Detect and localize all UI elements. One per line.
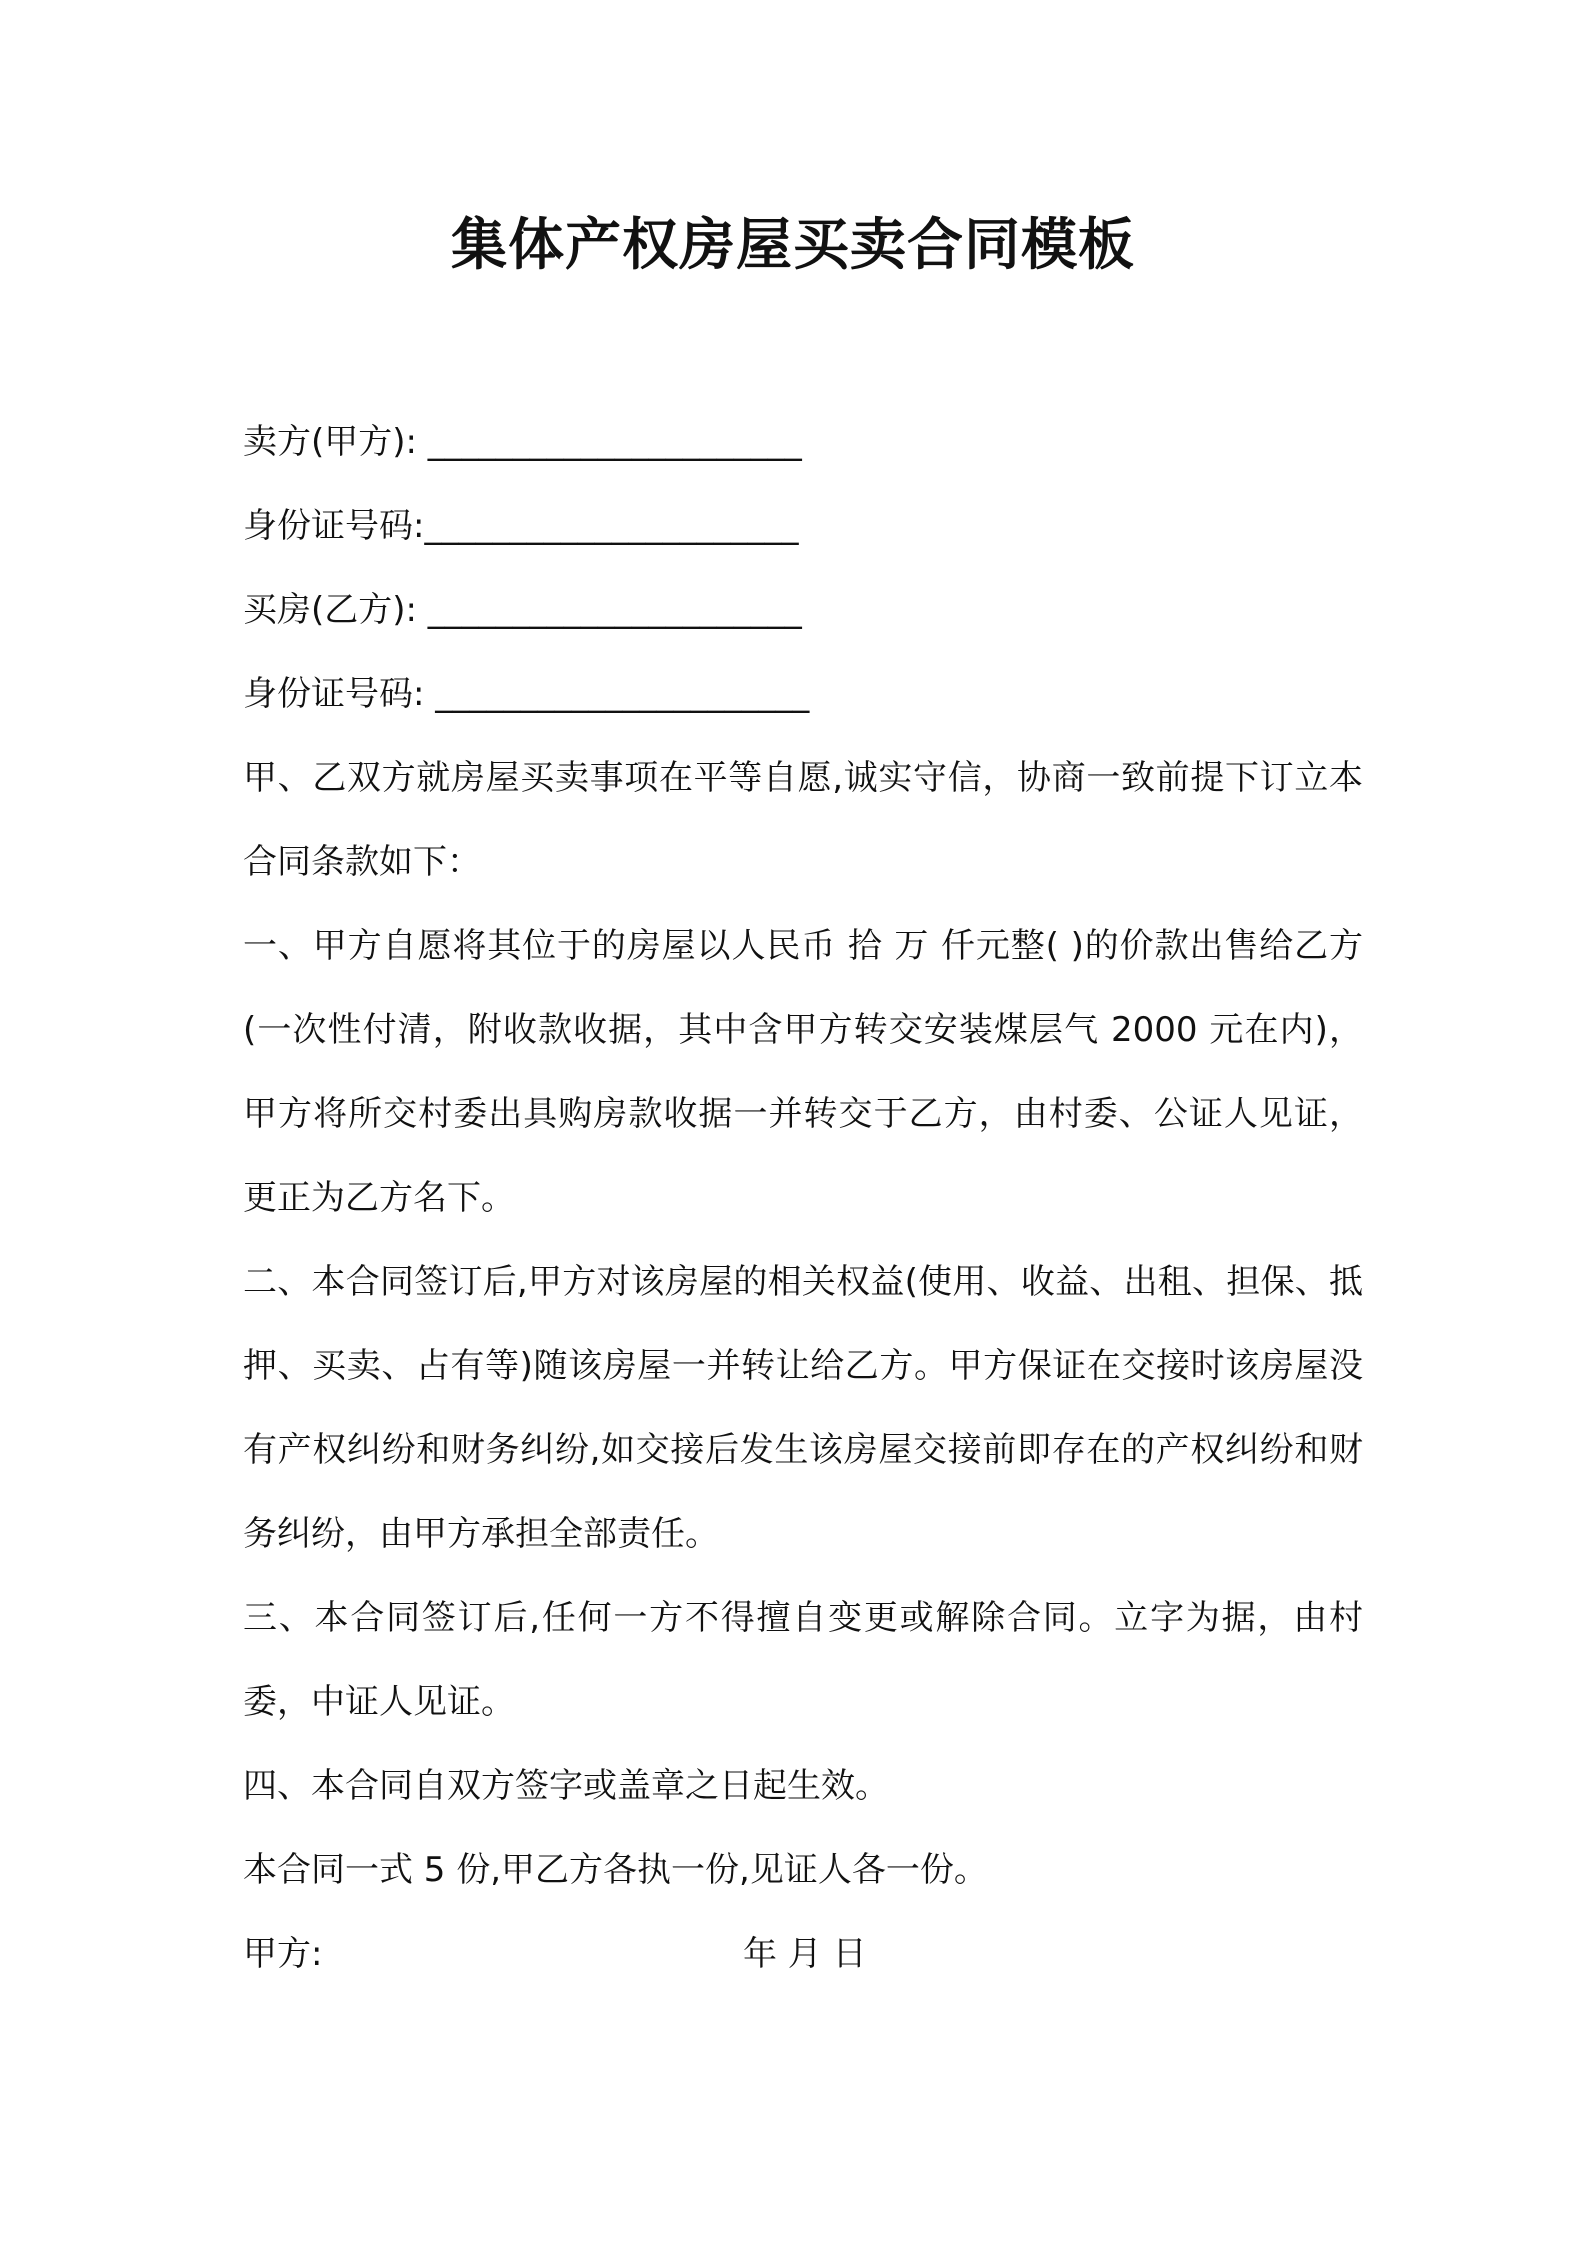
clause-1: 一、甲方自愿将其位于的房屋以人民币 拾 万 仟元整( )的价款出售给乙方(一次性付清，附收款收据，其中含甲方转交安装煤层气 2000 元在内)，甲方将所交村委出具购房款收据一并转交于乙方，由村委、公证人见证，更正为乙方名下。: [243, 926, 1363, 1218]
field-seller-id: [243, 484, 1363, 568]
field-label: 身份证号码:: [243, 674, 436, 714]
field-label: 卖方(甲方):: [243, 422, 428, 462]
field-label: 身份证号码:: [243, 506, 425, 546]
field-blank: ______________________: [427, 422, 802, 462]
signature-party-label: 甲方:: [243, 1934, 323, 1974]
signature-line: [243, 1912, 1363, 1996]
clause-2: 二、本合同签订后,甲方对该房屋的相关权益(使用、收益、出租、担保、抵押、买卖、占有等)随该房屋一并转让给乙方。甲方保证在交接时该房屋没有产权纠纷和财务纠纷,如交接后发生该房屋交接前即存在的产权纠纷和财务纠纷，由甲方承担全部责任。: [243, 1262, 1363, 1554]
clause-4: 四、本合同自双方签字或盖章之日起生效。: [243, 1766, 889, 1806]
field-blank: ______________________: [427, 590, 802, 630]
signature-date: 年 月 日: [743, 1934, 867, 1974]
document-body: [243, 400, 1363, 1996]
field-label: 买房(乙方):: [243, 590, 428, 630]
intro-paragraph: 甲、乙双方就房屋买卖事项在平等自愿,诚实守信，协商一致前提下订立本合同条款如下：: [243, 758, 1363, 882]
copies-paragraph: 本合同一式 5 份,甲乙方各执一份,见证人各一份。: [243, 1850, 988, 1890]
field-blank: ______________________: [424, 506, 799, 546]
clause-3: 三、本合同签订后,任何一方不得擅自变更或解除合同。立字为据，由村委，中证人见证。: [243, 1598, 1363, 1722]
field-seller: [243, 400, 1363, 484]
field-blank: ______________________: [435, 674, 810, 714]
document-title: 集体产权房屋买卖合同模板: [451, 213, 1135, 278]
field-buyer: [243, 568, 1363, 652]
field-buyer-id: [243, 652, 1363, 736]
